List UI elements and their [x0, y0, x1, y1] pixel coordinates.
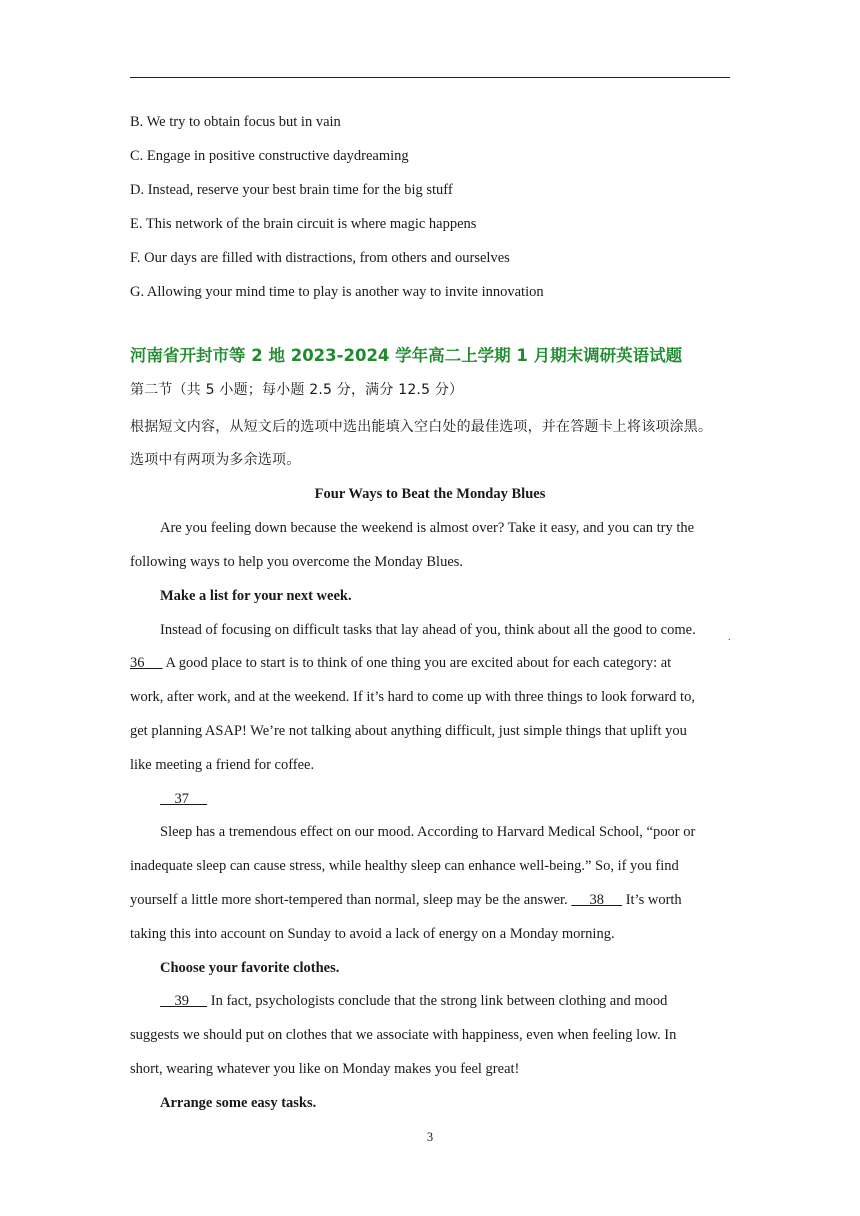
- paragraph-1-line-2: following ways to help you overcome the Monday Blues.: [130, 554, 464, 570]
- heading-make-a-list: Make a list for your next week.: [160, 588, 352, 604]
- stray-mark: .: [728, 632, 731, 643]
- blank-38: 38: [589, 892, 604, 908]
- paragraph-3-line-2: inadequate sleep can cause stress, while healthy sleep can enhance well-being.” So, if you find: [130, 858, 679, 874]
- heading-choose-clothes: Choose your favorite clothes.: [160, 960, 340, 976]
- paragraph-4-line-1: 39 In fact, psychologists conclude that the strong link between clothing and mood: [160, 992, 667, 1010]
- blank-37-line: [160, 790, 207, 808]
- blank-37: 37: [174, 791, 189, 807]
- option-c: C. Engage in positive constructive daydreaming: [130, 148, 409, 164]
- paragraph-1-line-1: Are you feeling down because the weekend is almost over? Take it easy, and you can try the: [160, 520, 695, 536]
- header-rule: [130, 77, 730, 78]
- page-number: 3: [426, 1130, 434, 1144]
- section-label: 第二节（共 5 小题；每小题 2.5 分，满分 12.5 分）: [130, 382, 464, 398]
- option-b: B. We try to obtain focus but in vain: [130, 114, 341, 130]
- paragraph-3-line-4: taking this into account on Sunday to avoid a lack of energy on a Monday morning.: [130, 926, 615, 942]
- blank-36: 36: [130, 655, 145, 671]
- instruction-line-1: 根据短文内容，从短文后的选项中选出能填入空白处的最佳选项，并在答题卡上将该项涂黑。: [130, 419, 713, 435]
- source-title: 河南省开封市等 2 地 2023-2024 学年高二上学期 1 月期末调研英语试题: [130, 346, 683, 365]
- instruction-line-2: 选项中有两项为多余选项。: [130, 452, 301, 468]
- heading-easy-tasks: Arrange some easy tasks.: [160, 1095, 317, 1111]
- passage-title: Four Ways to Beat the Monday Blues: [314, 486, 546, 502]
- paragraph-2-line-1: Instead of focusing on difficult tasks that lay ahead of you, think about all the good to come.: [160, 622, 696, 638]
- paragraph-3-line-1: Sleep has a tremendous effect on our mood. According to Harvard Medical School, “poor or: [160, 824, 696, 840]
- option-f: F. Our days are filled with distractions, from others and ourselves: [130, 250, 510, 266]
- option-e: E. This network of the brain circuit is where magic happens: [130, 216, 477, 232]
- paragraph-3-line-3: yourself a little more short-tempered than normal, sleep may be the answer. 38 It’s worth: [130, 892, 682, 908]
- paragraph-2-line-4: get planning ASAP! We’re not talking about anything difficult, just simple things that uplift you: [130, 723, 687, 739]
- paragraph-2-line-3: work, after work, and at the weekend. If it’s hard to come up with three things to look forward to,: [130, 689, 695, 705]
- paragraph-4-line-2: suggests we should put on clothes that we associate with happiness, even when feeling low. In: [130, 1027, 677, 1043]
- option-d: D. Instead, reserve your best brain time for the big stuff: [130, 182, 453, 198]
- paragraph-4-line-3: short, wearing whatever you like on Monday makes you feel great!: [130, 1061, 520, 1077]
- paragraph-2-line-5: like meeting a friend for coffee.: [130, 757, 315, 773]
- blank-39: 39: [174, 993, 189, 1009]
- option-g: G. Allowing your mind time to play is another way to invite innovation: [130, 284, 544, 300]
- paragraph-2-line-2: 36 A good place to start is to think of one thing you are excited about for each category: at: [130, 655, 672, 671]
